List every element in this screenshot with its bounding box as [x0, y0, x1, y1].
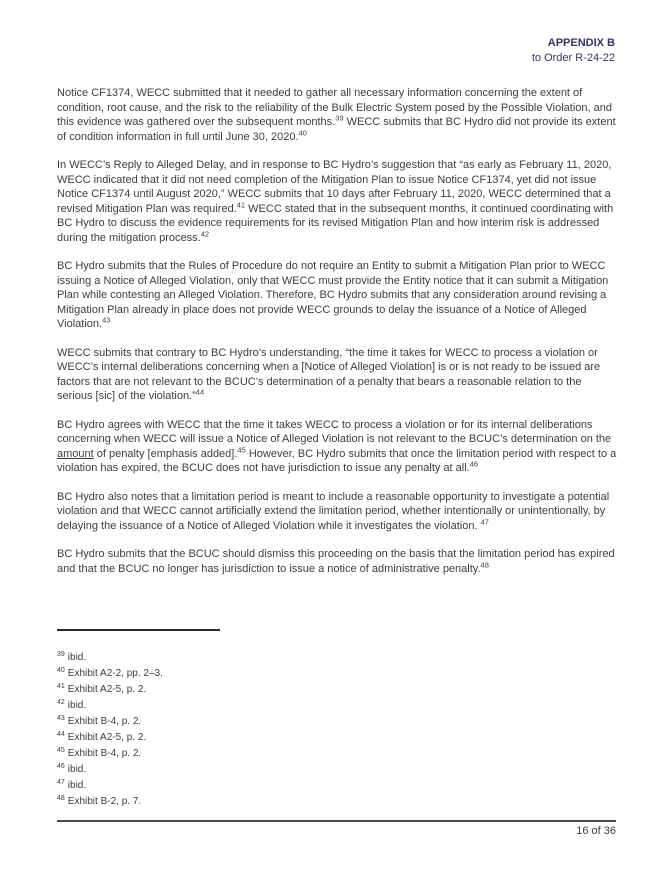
footnote-text: ibid. — [67, 780, 87, 791]
footnote-reference: 48 — [480, 559, 489, 569]
footnote-text: Exhibit B-4, p. 2. — [67, 716, 142, 727]
footnote-item — [57, 698, 617, 714]
footnote-number: 46 — [57, 762, 65, 770]
footnote-item — [57, 650, 617, 666]
footnote-text: Exhibit A2-5, p. 2. — [67, 732, 147, 743]
footnote-item — [57, 762, 617, 778]
paragraph — [57, 547, 617, 576]
footnote-item — [57, 730, 617, 746]
footnote-number: 42 — [57, 698, 65, 706]
footnote-text: ibid. — [67, 764, 87, 775]
text-run: In WECC’s Reply to Alleged Delay, and in response to BC Hydro’s suggestion that “as early as February 11, 2020, WECC indicated that it did not need completion of the Mitigation Plan to issue Notice CF1374, yet did not issue Notice CF1374 until August 2020,” WECC submits that 10 days after February 11, 2020, WECC determined that a revised Mitigation Plan was required. — [57, 159, 612, 215]
footnote-text: ibid. — [67, 652, 87, 663]
paragraph — [57, 158, 617, 245]
text-run: WECC stated that in the subsequent months, it continued coordinating with BC Hydro to discuss the evidence requirements for its revised Mitigation Plan and how interim risk is addressed during the mitigation process. — [57, 202, 614, 244]
document-body — [57, 86, 617, 590]
footnote-number: 48 — [57, 794, 65, 802]
footnote-item — [57, 746, 617, 762]
footnote-text: Exhibit A2-5, p. 2. — [67, 684, 147, 695]
footnote-item — [57, 682, 617, 698]
footnote-number: 44 — [57, 730, 65, 738]
footnote-number: 45 — [57, 746, 65, 754]
footnote-number: 43 — [57, 714, 65, 722]
footnote-separator — [57, 629, 220, 631]
page-header — [57, 36, 615, 66]
footnote-reference: 41 — [236, 199, 246, 209]
footnote-text: Exhibit B-2, p. 7. — [67, 796, 142, 807]
text-run: Notice CF1374, WECC submitted that it needed to gather all necessary information concerning the extent of condition, root cause, and the risk to the reliability of the Bulk Electric System posed by the Possible Violation, and this evidence was gathered over the subsequent months. — [57, 87, 612, 128]
underlined-text: amount — [57, 447, 94, 460]
page-footer — [57, 820, 616, 837]
footnote-item — [57, 778, 617, 794]
paragraph — [57, 490, 617, 534]
footnote-item — [57, 794, 617, 810]
page-number: 16 of 36 — [576, 825, 616, 837]
text-run: However, BC Hydro submits that once the limitation period with respect to a violation has expired, the BCUC does not have jurisdiction to issue any penalty at all. — [57, 447, 617, 474]
text-run: BC Hydro submits that the Rules of Procedure do not require an Entity to submit a Mitigation Plan prior to WECC issuing a Notice of Alleged Violation, only that WECC must provide the Entity notice that it can submit a Mitigation Plan while contesting an Alleged Violation. Therefore, BC Hydro submits that any consideration around revising a Mitigation Plan already in place does not provide WECC grounds to delay the issuance of a Notice of Alleged Violation. — [57, 260, 609, 330]
footnote-reference: 45 — [237, 444, 246, 454]
text-run: of penalty [emphasis added]. — [93, 447, 238, 460]
footnote-text: Exhibit A2-2, pp. 2–3. — [67, 668, 163, 679]
text-run: WECC submits that BC Hydro did not provide its extent of condition information in full until June 30, 2020. — [57, 116, 616, 143]
footnote-reference: 43 — [102, 315, 111, 325]
text-run: BC Hydro submits that the BCUC should dismiss this proceeding on the basis that the limitation period has expired and that the BCUC no longer has jurisdiction to issue a notice of administrative penalty. — [57, 548, 615, 575]
paragraph — [57, 418, 617, 476]
footnote-item — [57, 666, 617, 682]
text-run: BC Hydro also notes that a limitation period is meant to include a reasonable opportunity to investigate a potential violation and that WECC cannot artificially extend the limitation period, whether intentionally or unintentionally, by delaying the issuance of a Notice of Alleged Violation while it investigates the violation. — [57, 490, 610, 532]
footnote-reference: 39 — [335, 113, 344, 123]
footnote-text: Exhibit B-4, p. 2. — [67, 748, 142, 759]
text-run: BC Hydro agrees with WECC that the time it takes WECC to process a violation or for its internal deliberations concerning when WECC will issue a Notice of Alleged Violation is not relevant to the BCUC’s determination on the — [57, 418, 612, 445]
footnote-reference: 47 — [480, 516, 489, 526]
footnote-number: 39 — [57, 650, 65, 658]
footnote-number: 47 — [57, 778, 65, 786]
order-subtitle: to Order R-24-22 — [531, 52, 615, 64]
footnote-reference: 40 — [298, 127, 307, 137]
footnote-reference: 46 — [469, 459, 479, 469]
paragraph — [57, 86, 617, 144]
footnote-reference: 42 — [200, 228, 210, 238]
text-run: WECC submits that contrary to BC Hydro’s understanding, “the time it takes for WECC to process a violation or WECC’s internal deliberations concerning when a [Notice of Alleged Violation] is or is not ready to be issued are factors that are not relevant to the BCUC’s determination of a penalty that bears a reasonable relation to the serious [sic] of the violation.” — [57, 346, 601, 402]
footnote-text: ibid. — [67, 700, 87, 711]
footnote-number: 41 — [57, 682, 65, 690]
footnote-number: 40 — [57, 666, 65, 674]
paragraphs — [57, 86, 617, 576]
paragraph — [57, 346, 617, 404]
appendix-title: APPENDIX B — [547, 37, 615, 49]
footer-rule — [57, 820, 616, 822]
footnote-item — [57, 714, 617, 730]
footnote-reference: 44 — [195, 387, 205, 397]
paragraph — [57, 259, 617, 332]
footnotes — [57, 650, 617, 810]
